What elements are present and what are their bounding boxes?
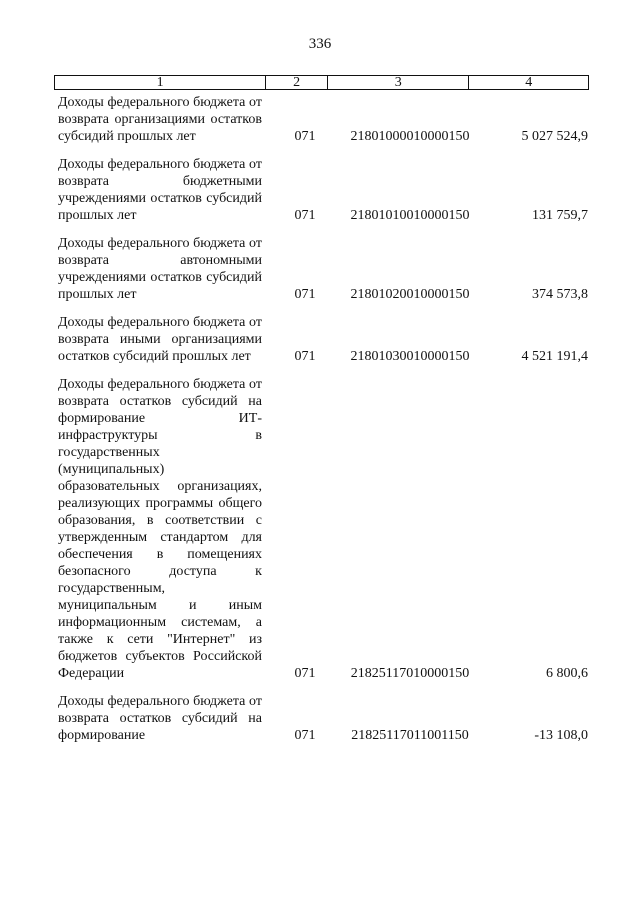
table-row <box>58 94 588 145</box>
row-kbk: 21801000010000150 <box>350 129 470 144</box>
row-amount: 131 759,7 <box>532 208 588 223</box>
row-name: Доходы федерального бюджета от возврата организациями остатков субсидий прошлых лет <box>58 95 262 144</box>
row-code: 071 <box>294 208 316 223</box>
row-kbk: 21801020010000150 <box>350 287 470 302</box>
header-col-3: 3 <box>328 76 469 89</box>
row-code: 071 <box>294 728 316 743</box>
row-amount: 6 800,6 <box>546 666 588 681</box>
row-kbk: 21825117010000150 <box>350 666 470 681</box>
header-col-4: 4 <box>525 75 533 90</box>
row-amount: 4 521 191,4 <box>521 349 588 364</box>
row-kbk: 21825117011001150 <box>351 728 469 743</box>
page-number: 336 <box>308 36 332 52</box>
row-name: Доходы федерального бюджета от возврата бюджетными учреждениями остатков субсидий прошлых лет <box>58 157 262 223</box>
header-col-2: 2 <box>266 76 328 89</box>
row-amount: 374 573,8 <box>532 287 588 302</box>
row-code: 071 <box>294 666 316 681</box>
row-kbk: 21801030010000150 <box>350 349 470 364</box>
row-amount: -13 108,0 <box>534 728 588 743</box>
table-row <box>58 156 588 224</box>
row-code: 071 <box>294 287 316 302</box>
header-col-1: 1 <box>55 76 266 89</box>
row-name: Доходы федерального бюджета от возврата остатков субсидий на формирование ИТ-инфраструктуры в государственных (муниципальных) образовательных организациях, реализующих программы общего образования, в соответствии с утвержденным стандартом для обеспечения в помещениях безопасного доступа к государственным, муниципальным и иным информационным системам, а также к сети "Интернет" из бюджетов субъектов Российской Федерации <box>58 377 262 681</box>
row-amount: 5 027 524,9 <box>521 129 588 144</box>
row-name: Доходы федерального бюджета от возврата иными организациями остатков субсидий прошлых лет <box>58 315 262 364</box>
table-row <box>58 376 588 682</box>
table-row <box>58 693 588 744</box>
table-body <box>58 94 588 755</box>
table-row <box>58 314 588 365</box>
table-header <box>54 75 589 90</box>
row-kbk: 21801010010000150 <box>350 208 470 223</box>
row-name: Доходы федерального бюджета от возврата остатков субсидий на формирование <box>58 694 262 743</box>
row-name: Доходы федерального бюджета от возврата автономными учреждениями остатков субсидий прошлых лет <box>58 236 262 302</box>
row-code: 071 <box>294 349 316 364</box>
row-code: 071 <box>294 129 316 144</box>
table-row <box>58 235 588 303</box>
